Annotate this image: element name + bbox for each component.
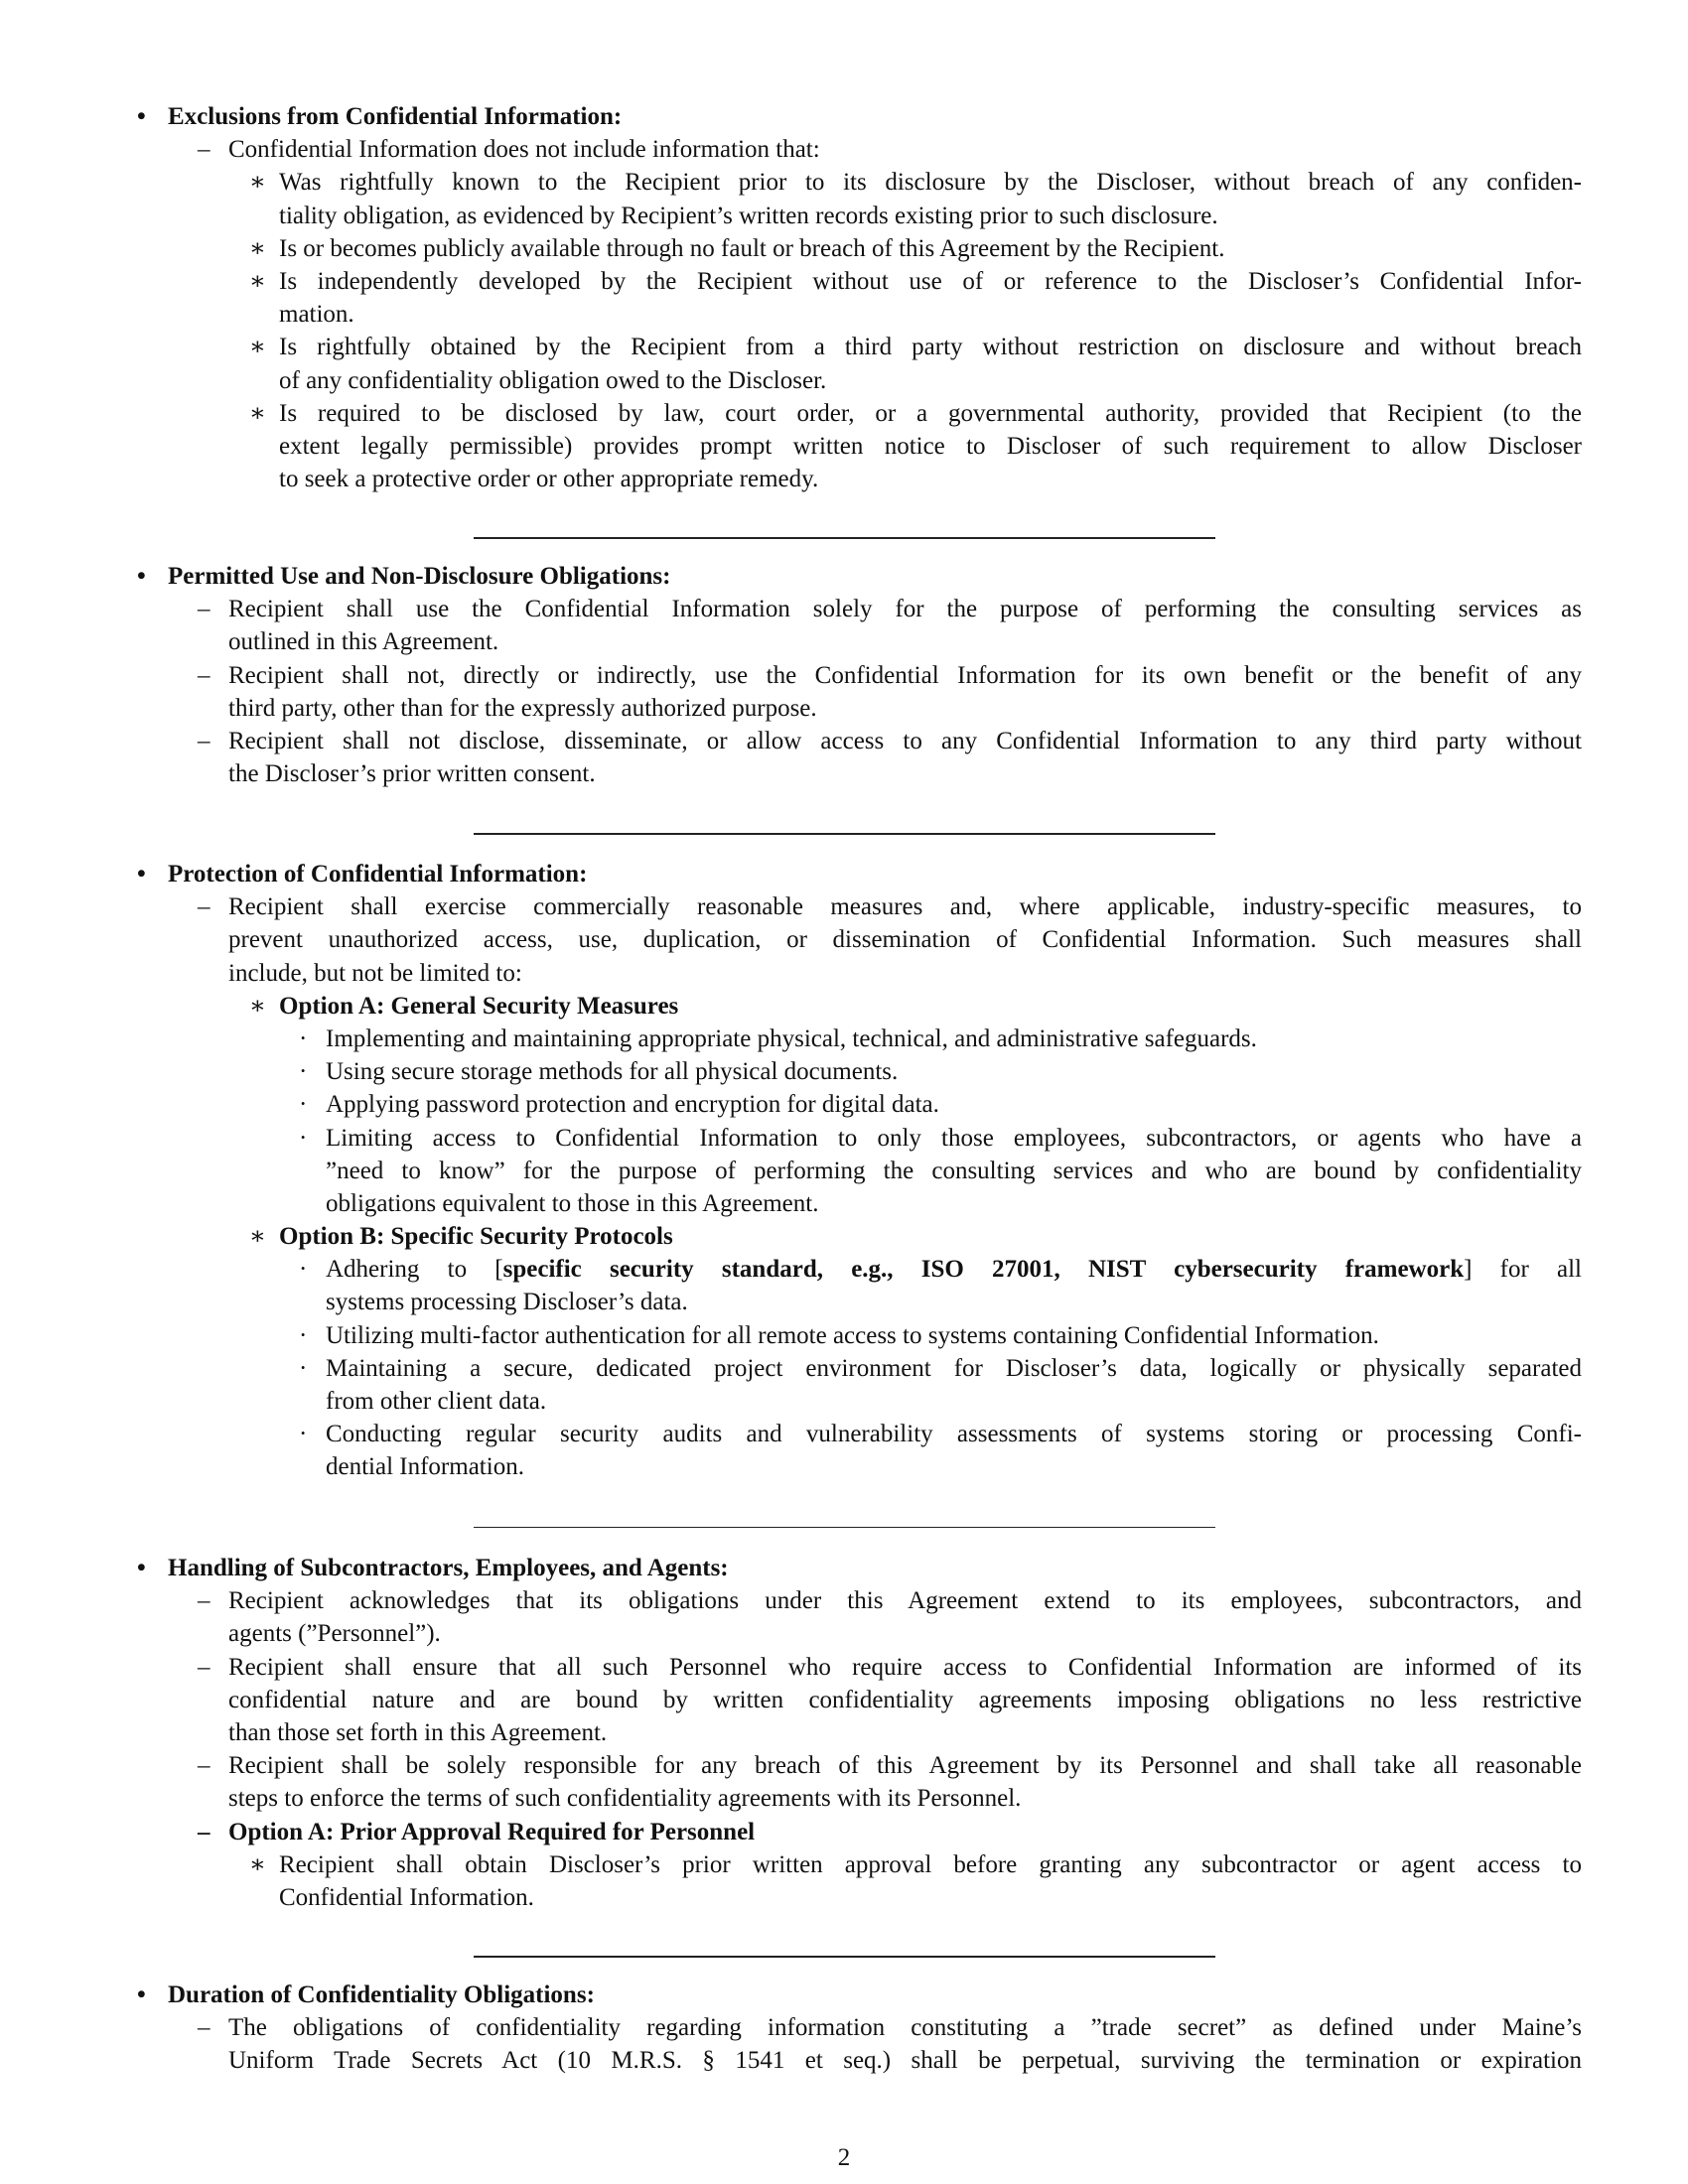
placeholder-field: specific security standard, e.g., ISO 27001, NIST cybersecurity framework: [502, 1256, 1465, 1284]
dot-icon: ·: [299, 1124, 308, 1152]
list-item: – Recipient shall exercise commercially reasonable measures and, where applicable, industry-specific measures, to: [137, 890, 1582, 923]
list-item: – The obligations of confidentiality regarding information constituting a ”trade secret” as defined under Maine’s: [137, 2011, 1582, 2044]
list-item-continuation: to seek a protective order or other appropriate remedy.: [279, 466, 819, 493]
list-item: ∗ Recipient shall obtain Discloser’s prior written approval before granting any subcontractor or agent access to: [137, 1848, 1582, 1881]
list-item-continuation: Uniform Trade Secrets Act (10 M.R.S. § 1541 et seq.) shall be perpetual, surviving the termination or expiration: [228, 2047, 1582, 2075]
list-item: · Applying password protection and encryption for digital data.: [137, 1088, 1582, 1121]
dash-icon: –: [198, 596, 211, 623]
list-item-continuation: from other client data.: [326, 1388, 547, 1415]
list-item: – Recipient shall not, directly or indirectly, use the Confidential Information for its own benefit or the benefit of any: [137, 659, 1582, 692]
list-item: · Adhering to [specific security standard, e.g., ISO 27001, NIST cybersecurity framework] for all: [137, 1253, 1582, 1286]
list-item-continuation: dential Information.: [326, 1453, 524, 1481]
section-heading: • Permitted Use and Non-Disclosure Obligations:: [137, 560, 1582, 593]
star-icon: ∗: [249, 234, 266, 262]
section-divider: [474, 1956, 1215, 1958]
section-exclusions: [137, 100, 1582, 495]
section-heading: • Duration of Confidentiality Obligations:: [137, 1979, 1582, 2011]
list-item: ∗ Was rightfully known to the Recipient prior to its disclosure by the Discloser, without breach of any confiden-: [137, 166, 1582, 199]
list-item-continuation: extent legally permissible) provides prompt written notice to Discloser of such requirement to allow Discloser: [279, 432, 1582, 460]
list-item: · Implementing and maintaining appropriate physical, technical, and administrative safeguards.: [137, 1023, 1582, 1055]
list-item: ∗ Is rightfully obtained by the Recipient from a third party without restriction on disclosure and without breach: [137, 331, 1582, 363]
list-item: ∗ Is required to be disclosed by law, court order, or a governmental authority, provided that Recipient (to the: [137, 397, 1582, 430]
section-duration: [137, 1979, 1582, 2078]
section-heading: • Exclusions from Confidential Information:: [137, 100, 1582, 133]
list-item: · Limiting access to Confidential Information to only those employees, subcontractors, or agents who have a: [137, 1122, 1582, 1155]
star-icon: ∗: [249, 1850, 266, 1878]
star-icon: ∗: [249, 169, 266, 197]
list-item: ∗ Is or becomes publicly available through no fault or breach of this Agreement by the Recipient.: [137, 232, 1582, 265]
list-item: – Recipient shall be solely responsible for any breach of this Agreement by its Personnel and shall take all reasonable: [137, 1749, 1582, 1782]
dot-icon: ·: [299, 1321, 308, 1349]
list-item-continuation: Confidential Information.: [279, 1883, 534, 1911]
dash-icon: –: [198, 727, 211, 754]
section-divider: [474, 833, 1215, 835]
list-item-continuation: obligations equivalent to those in this Agreement.: [326, 1189, 819, 1217]
dash-icon: –: [198, 1752, 211, 1780]
dash-icon: –: [198, 2014, 211, 2042]
list-item-continuation: third party, other than for the expressly authorized purpose.: [228, 694, 817, 722]
section-heading: • Handling of Subcontractors, Employees, and Agents:: [137, 1552, 1582, 1584]
dash-icon: –: [198, 1653, 211, 1681]
page-number: 2: [837, 2144, 851, 2171]
option-heading: – Option A: Prior Approval Required for Personnel: [137, 1816, 1582, 1848]
dash-icon: –: [198, 136, 211, 164]
list-item-continuation: agents (”Personnel”).: [228, 1620, 441, 1648]
list-item: · Maintaining a secure, dedicated project environment for Discloser’s data, logically or physically separated: [137, 1352, 1582, 1385]
dot-icon: ·: [299, 1091, 308, 1119]
option-heading: ∗ Option A: General Security Measures: [137, 990, 1582, 1023]
section-protection: [137, 858, 1582, 1484]
option-heading: ∗ Option B: Specific Security Protocols: [137, 1220, 1582, 1253]
list-item: · Conducting regular security audits and vulnerability assessments of systems storing or processing Confi-: [137, 1418, 1582, 1450]
dash-icon: –: [198, 1587, 211, 1615]
list-item: · Using secure storage methods for all physical documents.: [137, 1055, 1582, 1088]
section-divider: [474, 1527, 1215, 1528]
list-item-continuation: tiality obligation, as evidenced by Recipient’s written records existing prior to such disclosure.: [279, 202, 1218, 229]
list-item: ∗ Is independently developed by the Recipient without use of or reference to the Discloser’s Confidential Infor-: [137, 265, 1582, 298]
dot-icon: ·: [299, 1024, 308, 1052]
section-subcontractors: [137, 1552, 1582, 1914]
list-item-continuation: include, but not be limited to:: [228, 959, 522, 987]
star-icon: ∗: [249, 992, 266, 1020]
bullet-icon: •: [137, 1555, 146, 1581]
list-item-continuation: steps to enforce the terms of such confidentiality agreements with its Personnel.: [228, 1785, 1022, 1813]
star-icon: ∗: [249, 1223, 266, 1251]
section-heading: • Protection of Confidential Information:: [137, 858, 1582, 890]
star-icon: ∗: [249, 334, 266, 361]
dash-icon: –: [198, 1818, 211, 1845]
section-permitted-use: [137, 560, 1582, 790]
list-item: – Confidential Information does not include information that:: [137, 133, 1582, 166]
dot-icon: ·: [299, 1421, 308, 1448]
list-item: – Recipient shall use the Confidential Information solely for the purpose of performing the consulting services as: [137, 593, 1582, 625]
list-item: · Utilizing multi-factor authentication for all remote access to systems containing Confidential Information.: [137, 1319, 1582, 1352]
list-item-continuation: than those set forth in this Agreement.: [228, 1718, 608, 1746]
list-item: – Recipient acknowledges that its obligations under this Agreement extend to its employees, subcontractors, and: [137, 1584, 1582, 1617]
list-item-continuation: outlined in this Agreement.: [228, 628, 499, 656]
dot-icon: ·: [299, 1354, 308, 1382]
bullet-icon: •: [137, 1981, 146, 2008]
list-item-continuation: prevent unauthorized access, use, duplication, or dissemination of Confidential Information. Such measures shall: [228, 926, 1582, 954]
list-item-continuation: confidential nature and are bound by written confidentiality agreements imposing obligations no less restrictive: [228, 1686, 1582, 1713]
star-icon: ∗: [249, 267, 266, 295]
section-divider: [474, 537, 1215, 539]
dot-icon: ·: [299, 1058, 308, 1086]
list-item: – Recipient shall ensure that all such Personnel who require access to Confidential Information are informed of its: [137, 1651, 1582, 1684]
bullet-icon: •: [137, 103, 146, 130]
list-item-continuation: mation.: [279, 301, 354, 329]
list-item-continuation: of any confidentiality obligation owed to the Discloser.: [279, 366, 827, 394]
dot-icon: ·: [299, 1256, 308, 1284]
dash-icon: –: [198, 661, 211, 689]
star-icon: ∗: [249, 399, 266, 427]
list-item-continuation: the Discloser’s prior written consent.: [228, 760, 596, 788]
bullet-icon: •: [137, 563, 146, 590]
list-item-continuation: systems processing Discloser’s data.: [326, 1289, 688, 1316]
dash-icon: –: [198, 893, 211, 921]
bullet-icon: •: [137, 861, 146, 887]
list-item: – Recipient shall not disclose, disseminate, or allow access to any Confidential Information to any third party without: [137, 725, 1582, 757]
list-item-continuation: ”need to know” for the purpose of performing the consulting services and who are bound by confidentiality: [326, 1157, 1582, 1184]
